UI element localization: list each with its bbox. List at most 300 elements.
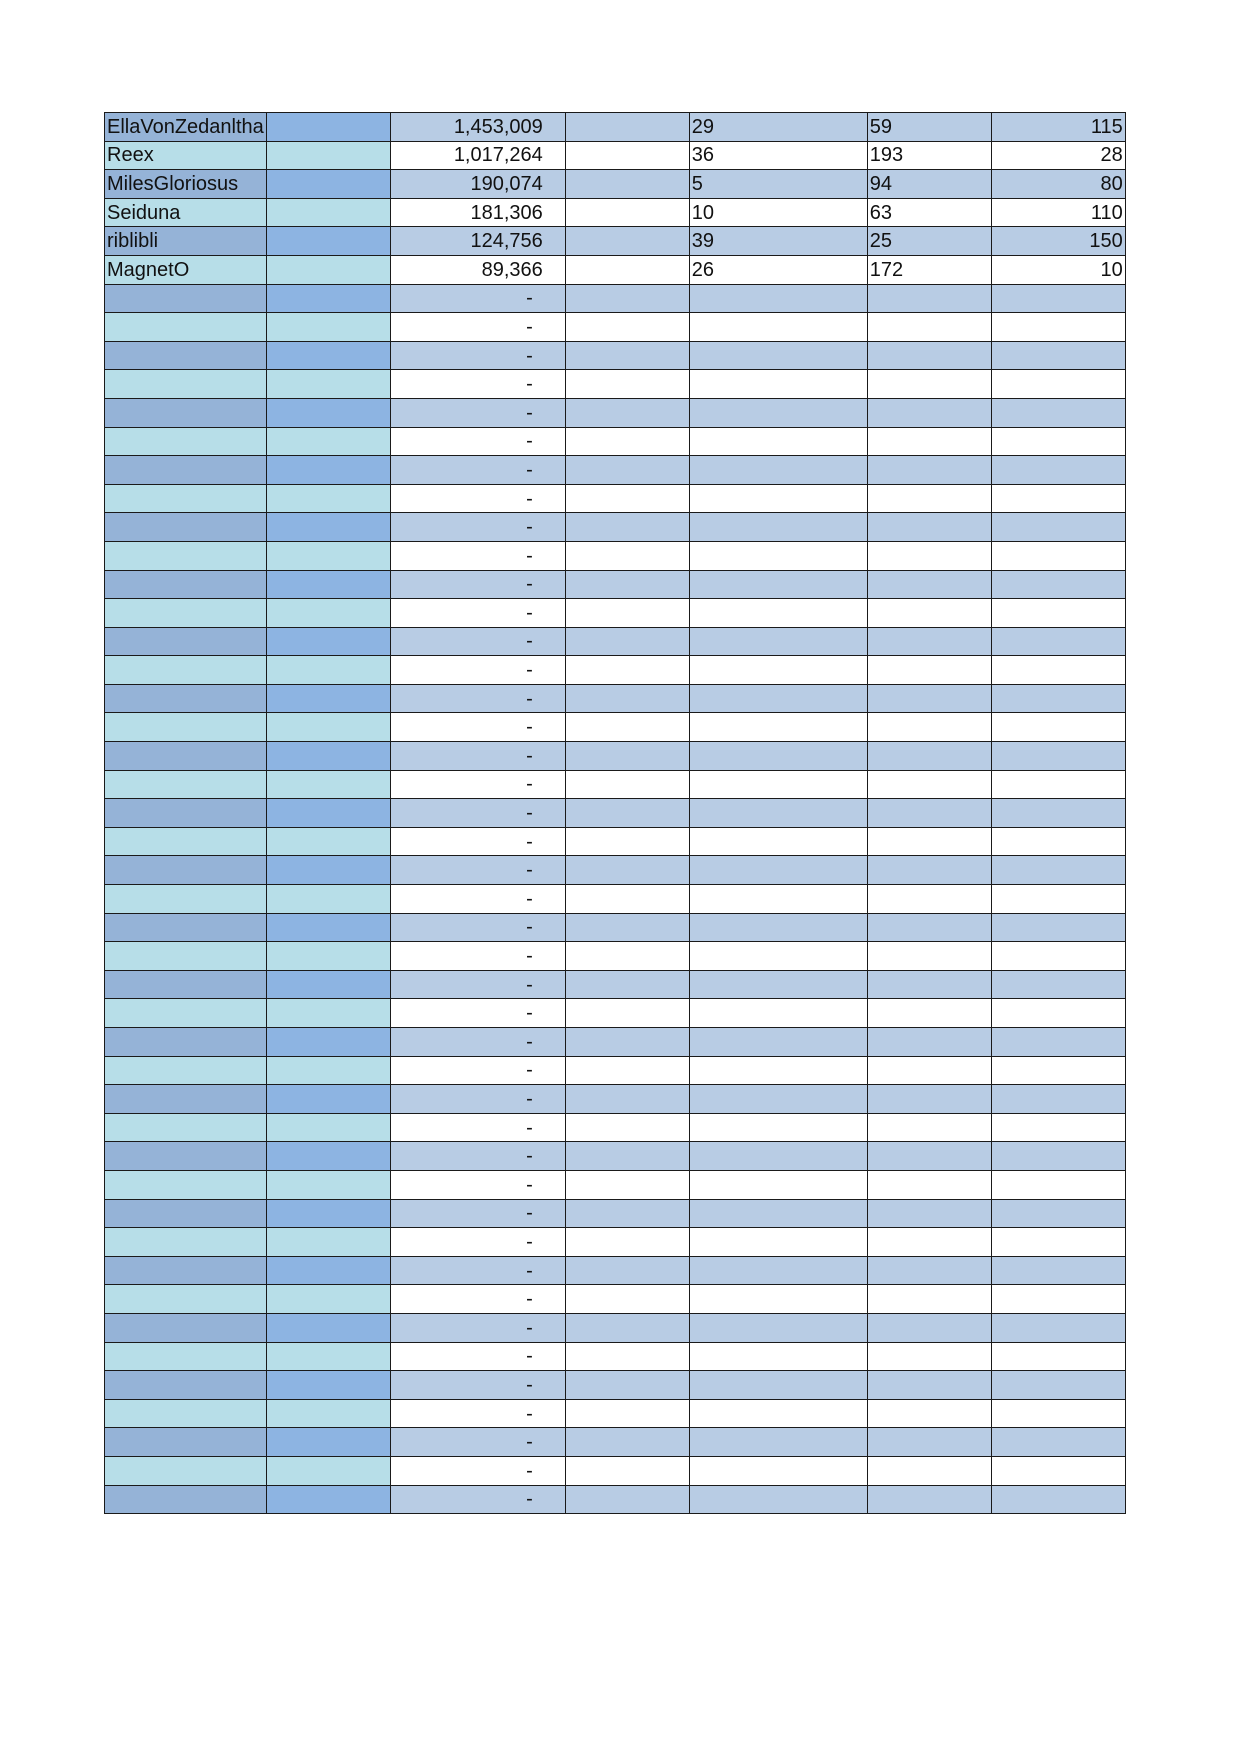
value-cell-5[interactable] — [689, 1285, 867, 1314]
value-cell-7[interactable] — [991, 1228, 1125, 1257]
score-cell[interactable]: 89,366 — [390, 255, 565, 284]
cell-col-2[interactable] — [266, 255, 390, 284]
value-cell-7[interactable] — [991, 742, 1125, 771]
value-cell-5[interactable] — [689, 1170, 867, 1199]
value-cell-7[interactable] — [991, 999, 1125, 1028]
value-cell-7[interactable] — [991, 570, 1125, 599]
value-cell-7[interactable] — [991, 1256, 1125, 1285]
value-cell-6[interactable] — [867, 541, 991, 570]
cell-col-2[interactable] — [266, 627, 390, 656]
player-name-cell[interactable] — [105, 1199, 267, 1228]
score-cell[interactable]: - — [390, 370, 565, 399]
player-name-cell[interactable] — [105, 999, 267, 1028]
score-cell[interactable]: 124,756 — [390, 227, 565, 256]
value-cell-6[interactable] — [867, 1085, 991, 1114]
value-cell-7[interactable] — [991, 427, 1125, 456]
cell-col-2[interactable] — [266, 856, 390, 885]
cell-col-4[interactable] — [565, 1028, 689, 1057]
cell-col-4[interactable] — [565, 198, 689, 227]
cell-col-2[interactable] — [266, 227, 390, 256]
value-cell-7[interactable]: 110 — [991, 198, 1125, 227]
score-cell[interactable]: - — [390, 1142, 565, 1171]
cell-col-2[interactable] — [266, 799, 390, 828]
cell-col-2[interactable] — [266, 1199, 390, 1228]
player-name-cell[interactable] — [105, 770, 267, 799]
value-cell-5[interactable] — [689, 599, 867, 628]
cell-col-2[interactable] — [266, 541, 390, 570]
value-cell-7[interactable] — [991, 1142, 1125, 1171]
value-cell-6[interactable] — [867, 799, 991, 828]
cell-col-2[interactable] — [266, 1142, 390, 1171]
value-cell-5[interactable] — [689, 1371, 867, 1400]
cell-col-4[interactable] — [565, 1428, 689, 1457]
score-cell[interactable]: - — [390, 970, 565, 999]
value-cell-6[interactable] — [867, 999, 991, 1028]
value-cell-5[interactable] — [689, 656, 867, 685]
cell-col-2[interactable] — [266, 341, 390, 370]
cell-col-2[interactable] — [266, 1170, 390, 1199]
value-cell-5[interactable] — [689, 999, 867, 1028]
score-cell[interactable]: - — [390, 484, 565, 513]
cell-col-4[interactable] — [565, 1142, 689, 1171]
cell-col-2[interactable] — [266, 999, 390, 1028]
player-name-cell[interactable]: MilesGloriosus — [105, 170, 267, 199]
score-cell[interactable]: 1,017,264 — [390, 141, 565, 170]
score-cell[interactable]: - — [390, 1199, 565, 1228]
value-cell-7[interactable] — [991, 627, 1125, 656]
value-cell-6[interactable] — [867, 913, 991, 942]
player-name-cell[interactable] — [105, 541, 267, 570]
player-name-cell[interactable] — [105, 570, 267, 599]
cell-col-4[interactable] — [565, 113, 689, 142]
player-name-cell[interactable]: Reex — [105, 141, 267, 170]
score-cell[interactable]: - — [390, 341, 565, 370]
score-cell[interactable]: - — [390, 827, 565, 856]
score-cell[interactable]: - — [390, 1170, 565, 1199]
cell-col-4[interactable] — [565, 827, 689, 856]
score-cell[interactable]: - — [390, 1228, 565, 1257]
score-cell[interactable]: - — [390, 1028, 565, 1057]
value-cell-7[interactable]: 80 — [991, 170, 1125, 199]
player-name-cell[interactable] — [105, 1170, 267, 1199]
value-cell-7[interactable] — [991, 1456, 1125, 1485]
player-name-cell[interactable] — [105, 484, 267, 513]
value-cell-6[interactable] — [867, 1399, 991, 1428]
player-name-cell[interactable] — [105, 684, 267, 713]
cell-col-2[interactable] — [266, 599, 390, 628]
score-cell[interactable]: - — [390, 599, 565, 628]
score-cell[interactable]: - — [390, 1428, 565, 1457]
score-cell[interactable]: 1,453,009 — [390, 113, 565, 142]
cell-col-4[interactable] — [565, 1228, 689, 1257]
cell-col-2[interactable] — [266, 198, 390, 227]
value-cell-5[interactable] — [689, 456, 867, 485]
value-cell-7[interactable] — [991, 1085, 1125, 1114]
player-name-cell[interactable] — [105, 627, 267, 656]
player-name-cell[interactable] — [105, 313, 267, 342]
player-name-cell[interactable] — [105, 1313, 267, 1342]
value-cell-6[interactable] — [867, 484, 991, 513]
cell-col-4[interactable] — [565, 1399, 689, 1428]
player-name-cell[interactable] — [105, 1342, 267, 1371]
cell-col-4[interactable] — [565, 970, 689, 999]
cell-col-2[interactable] — [266, 1028, 390, 1057]
value-cell-7[interactable] — [991, 1428, 1125, 1457]
cell-col-2[interactable] — [266, 1485, 390, 1514]
score-cell[interactable]: - — [390, 799, 565, 828]
score-cell[interactable]: - — [390, 999, 565, 1028]
value-cell-6[interactable] — [867, 1142, 991, 1171]
cell-col-4[interactable] — [565, 770, 689, 799]
value-cell-7[interactable] — [991, 1056, 1125, 1085]
cell-col-2[interactable] — [266, 570, 390, 599]
value-cell-6[interactable] — [867, 456, 991, 485]
score-cell[interactable]: - — [390, 656, 565, 685]
cell-col-4[interactable] — [565, 1113, 689, 1142]
value-cell-6[interactable] — [867, 1313, 991, 1342]
cell-col-2[interactable] — [266, 313, 390, 342]
cell-col-4[interactable] — [565, 398, 689, 427]
value-cell-5[interactable] — [689, 885, 867, 914]
value-cell-5[interactable] — [689, 627, 867, 656]
cell-col-4[interactable] — [565, 627, 689, 656]
value-cell-5[interactable] — [689, 799, 867, 828]
value-cell-5[interactable] — [689, 370, 867, 399]
player-name-cell[interactable] — [105, 1028, 267, 1057]
score-cell[interactable]: - — [390, 885, 565, 914]
cell-col-2[interactable] — [266, 170, 390, 199]
cell-col-2[interactable] — [266, 1399, 390, 1428]
player-name-cell[interactable] — [105, 1113, 267, 1142]
value-cell-6[interactable] — [867, 856, 991, 885]
cell-col-4[interactable] — [565, 170, 689, 199]
player-name-cell[interactable] — [105, 427, 267, 456]
value-cell-6[interactable] — [867, 827, 991, 856]
value-cell-7[interactable] — [991, 1028, 1125, 1057]
player-name-cell[interactable] — [105, 284, 267, 313]
score-cell[interactable]: - — [390, 913, 565, 942]
player-name-cell[interactable] — [105, 1485, 267, 1514]
score-cell[interactable]: - — [390, 284, 565, 313]
value-cell-7[interactable] — [991, 1113, 1125, 1142]
cell-col-2[interactable] — [266, 427, 390, 456]
score-cell[interactable]: - — [390, 856, 565, 885]
cell-col-2[interactable] — [266, 827, 390, 856]
cell-col-4[interactable] — [565, 1313, 689, 1342]
cell-col-2[interactable] — [266, 742, 390, 771]
value-cell-7[interactable] — [991, 656, 1125, 685]
value-cell-6[interactable] — [867, 1285, 991, 1314]
value-cell-5[interactable] — [689, 1113, 867, 1142]
score-cell[interactable]: - — [390, 1113, 565, 1142]
cell-col-2[interactable] — [266, 484, 390, 513]
cell-col-2[interactable] — [266, 970, 390, 999]
cell-col-4[interactable] — [565, 599, 689, 628]
cell-col-2[interactable] — [266, 1342, 390, 1371]
cell-col-2[interactable] — [266, 913, 390, 942]
cell-col-2[interactable] — [266, 713, 390, 742]
cell-col-2[interactable] — [266, 284, 390, 313]
value-cell-7[interactable] — [991, 1485, 1125, 1514]
value-cell-5[interactable] — [689, 1342, 867, 1371]
value-cell-6[interactable] — [867, 770, 991, 799]
cell-col-4[interactable] — [565, 313, 689, 342]
score-cell[interactable]: - — [390, 1342, 565, 1371]
cell-col-4[interactable] — [565, 856, 689, 885]
score-cell[interactable]: - — [390, 742, 565, 771]
cell-col-4[interactable] — [565, 341, 689, 370]
score-cell[interactable]: - — [390, 1399, 565, 1428]
value-cell-7[interactable] — [991, 341, 1125, 370]
value-cell-5[interactable]: 39 — [689, 227, 867, 256]
cell-col-4[interactable] — [565, 1056, 689, 1085]
value-cell-5[interactable]: 26 — [689, 255, 867, 284]
value-cell-5[interactable] — [689, 570, 867, 599]
value-cell-7[interactable] — [991, 684, 1125, 713]
value-cell-7[interactable] — [991, 856, 1125, 885]
player-name-cell[interactable] — [105, 1371, 267, 1400]
cell-col-2[interactable] — [266, 370, 390, 399]
value-cell-6[interactable]: 59 — [867, 113, 991, 142]
cell-col-2[interactable] — [266, 398, 390, 427]
cell-col-2[interactable] — [266, 1285, 390, 1314]
cell-col-4[interactable] — [565, 799, 689, 828]
cell-col-4[interactable] — [565, 1170, 689, 1199]
score-cell[interactable]: - — [390, 398, 565, 427]
cell-col-2[interactable] — [266, 1313, 390, 1342]
value-cell-7[interactable] — [991, 913, 1125, 942]
cell-col-4[interactable] — [565, 255, 689, 284]
value-cell-5[interactable]: 5 — [689, 170, 867, 199]
cell-col-4[interactable] — [565, 427, 689, 456]
value-cell-7[interactable] — [991, 1285, 1125, 1314]
cell-col-2[interactable] — [266, 656, 390, 685]
value-cell-5[interactable] — [689, 684, 867, 713]
player-name-cell[interactable] — [105, 398, 267, 427]
score-cell[interactable]: - — [390, 1256, 565, 1285]
value-cell-7[interactable]: 115 — [991, 113, 1125, 142]
score-cell[interactable]: - — [390, 570, 565, 599]
player-name-cell[interactable] — [105, 599, 267, 628]
cell-col-2[interactable] — [266, 1371, 390, 1400]
player-name-cell[interactable] — [105, 513, 267, 542]
value-cell-6[interactable] — [867, 1256, 991, 1285]
cell-col-4[interactable] — [565, 456, 689, 485]
value-cell-7[interactable] — [991, 284, 1125, 313]
value-cell-7[interactable] — [991, 799, 1125, 828]
cell-col-4[interactable] — [565, 1456, 689, 1485]
cell-col-2[interactable] — [266, 1428, 390, 1457]
value-cell-5[interactable] — [689, 1028, 867, 1057]
cell-col-4[interactable] — [565, 570, 689, 599]
value-cell-6[interactable]: 63 — [867, 198, 991, 227]
cell-col-4[interactable] — [565, 284, 689, 313]
cell-col-4[interactable] — [565, 684, 689, 713]
score-cell[interactable]: - — [390, 684, 565, 713]
value-cell-5[interactable] — [689, 770, 867, 799]
value-cell-6[interactable]: 25 — [867, 227, 991, 256]
player-name-cell[interactable] — [105, 1456, 267, 1485]
value-cell-7[interactable] — [991, 398, 1125, 427]
value-cell-5[interactable] — [689, 1399, 867, 1428]
cell-col-4[interactable] — [565, 1085, 689, 1114]
value-cell-5[interactable] — [689, 341, 867, 370]
value-cell-5[interactable] — [689, 1428, 867, 1457]
score-cell[interactable]: - — [390, 1456, 565, 1485]
value-cell-5[interactable] — [689, 1485, 867, 1514]
score-cell[interactable]: - — [390, 942, 565, 971]
score-cell[interactable]: 190,074 — [390, 170, 565, 199]
score-cell[interactable]: - — [390, 513, 565, 542]
player-name-cell[interactable]: riblibli — [105, 227, 267, 256]
player-name-cell[interactable] — [105, 1256, 267, 1285]
value-cell-6[interactable] — [867, 513, 991, 542]
value-cell-6[interactable]: 94 — [867, 170, 991, 199]
value-cell-6[interactable] — [867, 1456, 991, 1485]
player-name-cell[interactable] — [105, 856, 267, 885]
value-cell-7[interactable] — [991, 1371, 1125, 1400]
player-name-cell[interactable] — [105, 799, 267, 828]
cell-col-4[interactable] — [565, 141, 689, 170]
value-cell-7[interactable]: 10 — [991, 255, 1125, 284]
value-cell-6[interactable] — [867, 284, 991, 313]
value-cell-5[interactable] — [689, 427, 867, 456]
score-cell[interactable]: - — [390, 427, 565, 456]
value-cell-7[interactable] — [991, 541, 1125, 570]
cell-col-2[interactable] — [266, 1085, 390, 1114]
value-cell-6[interactable]: 172 — [867, 255, 991, 284]
score-cell[interactable]: - — [390, 713, 565, 742]
value-cell-6[interactable] — [867, 942, 991, 971]
score-cell[interactable]: - — [390, 456, 565, 485]
value-cell-6[interactable] — [867, 1170, 991, 1199]
cell-col-4[interactable] — [565, 942, 689, 971]
value-cell-6[interactable] — [867, 398, 991, 427]
value-cell-7[interactable] — [991, 713, 1125, 742]
score-cell[interactable]: 181,306 — [390, 198, 565, 227]
score-cell[interactable]: - — [390, 770, 565, 799]
value-cell-7[interactable]: 150 — [991, 227, 1125, 256]
player-name-cell[interactable] — [105, 1399, 267, 1428]
player-name-cell[interactable] — [105, 913, 267, 942]
player-name-cell[interactable] — [105, 827, 267, 856]
score-cell[interactable]: - — [390, 541, 565, 570]
value-cell-5[interactable] — [689, 1199, 867, 1228]
value-cell-5[interactable] — [689, 1228, 867, 1257]
value-cell-6[interactable] — [867, 427, 991, 456]
cell-col-2[interactable] — [266, 770, 390, 799]
cell-col-2[interactable] — [266, 1228, 390, 1257]
player-name-cell[interactable] — [105, 656, 267, 685]
cell-col-4[interactable] — [565, 513, 689, 542]
value-cell-6[interactable] — [867, 656, 991, 685]
value-cell-6[interactable] — [867, 885, 991, 914]
value-cell-5[interactable] — [689, 713, 867, 742]
cell-col-4[interactable] — [565, 1199, 689, 1228]
cell-col-4[interactable] — [565, 1342, 689, 1371]
value-cell-7[interactable] — [991, 513, 1125, 542]
value-cell-6[interactable] — [867, 713, 991, 742]
value-cell-7[interactable] — [991, 1199, 1125, 1228]
score-cell[interactable]: - — [390, 1485, 565, 1514]
player-name-cell[interactable]: Seiduna — [105, 198, 267, 227]
value-cell-6[interactable] — [867, 1485, 991, 1514]
value-cell-5[interactable] — [689, 742, 867, 771]
cell-col-2[interactable] — [266, 684, 390, 713]
player-name-cell[interactable]: EllaVonZedanltha — [105, 113, 267, 142]
value-cell-5[interactable] — [689, 1313, 867, 1342]
cell-col-2[interactable] — [266, 942, 390, 971]
player-name-cell[interactable] — [105, 1142, 267, 1171]
cell-col-4[interactable] — [565, 484, 689, 513]
cell-col-2[interactable] — [266, 885, 390, 914]
value-cell-5[interactable] — [689, 484, 867, 513]
value-cell-5[interactable] — [689, 1142, 867, 1171]
value-cell-7[interactable] — [991, 1342, 1125, 1371]
value-cell-7[interactable]: 28 — [991, 141, 1125, 170]
cell-col-2[interactable] — [266, 513, 390, 542]
value-cell-7[interactable] — [991, 827, 1125, 856]
value-cell-6[interactable] — [867, 627, 991, 656]
value-cell-5[interactable] — [689, 284, 867, 313]
value-cell-5[interactable] — [689, 313, 867, 342]
score-cell[interactable]: - — [390, 1371, 565, 1400]
cell-col-4[interactable] — [565, 999, 689, 1028]
value-cell-6[interactable] — [867, 341, 991, 370]
value-cell-6[interactable] — [867, 1028, 991, 1057]
value-cell-7[interactable] — [991, 484, 1125, 513]
value-cell-5[interactable] — [689, 541, 867, 570]
value-cell-6[interactable] — [867, 684, 991, 713]
score-cell[interactable]: - — [390, 1313, 565, 1342]
value-cell-5[interactable] — [689, 398, 867, 427]
value-cell-5[interactable] — [689, 913, 867, 942]
value-cell-7[interactable] — [991, 313, 1125, 342]
value-cell-6[interactable] — [867, 1228, 991, 1257]
player-name-cell[interactable] — [105, 713, 267, 742]
value-cell-5[interactable] — [689, 827, 867, 856]
cell-col-4[interactable] — [565, 1485, 689, 1514]
value-cell-5[interactable] — [689, 856, 867, 885]
player-name-cell[interactable] — [105, 341, 267, 370]
value-cell-6[interactable] — [867, 370, 991, 399]
value-cell-5[interactable] — [689, 513, 867, 542]
cell-col-2[interactable] — [266, 1113, 390, 1142]
value-cell-6[interactable] — [867, 313, 991, 342]
value-cell-5[interactable] — [689, 970, 867, 999]
value-cell-6[interactable] — [867, 1056, 991, 1085]
score-cell[interactable]: - — [390, 1085, 565, 1114]
value-cell-5[interactable] — [689, 1456, 867, 1485]
player-name-cell[interactable] — [105, 1056, 267, 1085]
cell-col-4[interactable] — [565, 913, 689, 942]
cell-col-2[interactable] — [266, 113, 390, 142]
value-cell-7[interactable] — [991, 970, 1125, 999]
cell-col-4[interactable] — [565, 1256, 689, 1285]
player-name-cell[interactable]: MagnetO — [105, 255, 267, 284]
value-cell-6[interactable] — [867, 570, 991, 599]
cell-col-2[interactable] — [266, 456, 390, 485]
score-cell[interactable]: - — [390, 313, 565, 342]
value-cell-6[interactable] — [867, 1342, 991, 1371]
value-cell-6[interactable] — [867, 599, 991, 628]
value-cell-5[interactable]: 36 — [689, 141, 867, 170]
value-cell-7[interactable] — [991, 942, 1125, 971]
score-cell[interactable]: - — [390, 1285, 565, 1314]
cell-col-4[interactable] — [565, 541, 689, 570]
player-name-cell[interactable] — [105, 970, 267, 999]
score-cell[interactable]: - — [390, 627, 565, 656]
